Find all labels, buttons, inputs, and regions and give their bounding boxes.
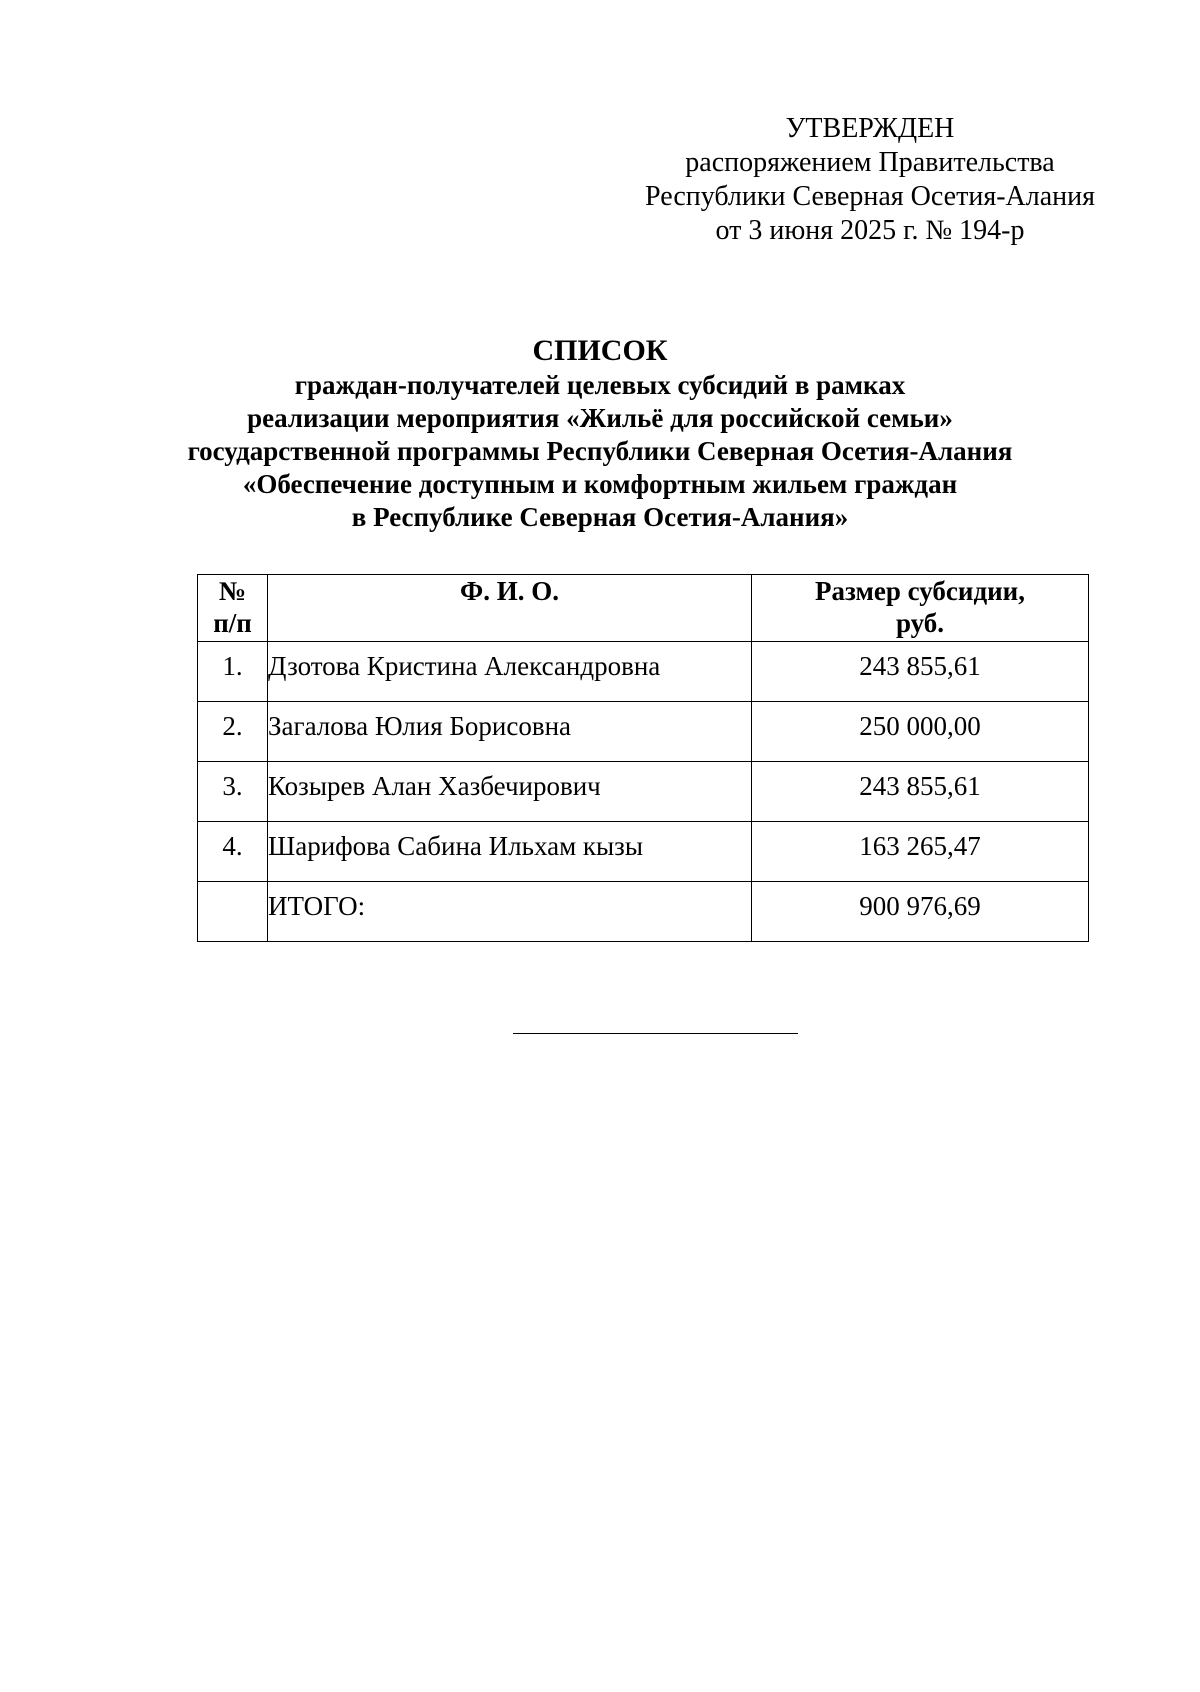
row-number: 3. [198, 762, 268, 822]
row-amount: 243 855,61 [752, 762, 1089, 822]
document-title: СПИСОК [532, 334, 668, 367]
approval-title: УТВЕРЖДЕН [785, 113, 955, 144]
header-number-label: п/п [213, 608, 252, 638]
header-number-sign: № [218, 576, 247, 606]
approval-authority: распоряжением Правительства [685, 147, 1055, 178]
row-amount: 163 265,47 [752, 822, 1089, 882]
table-row [198, 702, 1089, 762]
end-divider [513, 1033, 798, 1034]
heading-line: граждан-получателей целевых субсидий в рамках [294, 370, 906, 400]
document-heading [0, 333, 1200, 534]
row-number: 2. [198, 702, 268, 762]
row-full-name: Загалова Юлия Борисовна [268, 702, 752, 762]
heading-line: в Республике Северная Осетия-Алания» [351, 502, 849, 532]
table-row [198, 762, 1089, 822]
row-number: 1. [198, 642, 268, 702]
row-number: 4. [198, 822, 268, 882]
total-amount: 900 976,69 [752, 882, 1089, 942]
header-full-name-label: Ф. И. О. [460, 576, 559, 606]
row-amount: 250 000,00 [752, 702, 1089, 762]
approval-date-number: от 3 июня 2025 г. № 194-р [715, 215, 1025, 246]
heading-line: реализации мероприятия «Жильё для российской семьи» [247, 403, 953, 433]
header-full-name [268, 575, 752, 642]
approval-region: Республики Северная Осетия-Алания [645, 181, 1095, 212]
header-amount-unit: руб. [895, 608, 945, 638]
heading-line: «Обеспечение доступным и комфортным жильем граждан [242, 469, 958, 499]
approval-stamp [600, 112, 1140, 248]
row-full-name: Козырев Алан Хазбечирович [268, 762, 752, 822]
row-full-name: Дзотова Кристина Александровна [268, 642, 752, 702]
header-number [198, 575, 268, 642]
total-row [198, 882, 1089, 942]
recipients-table [197, 574, 1089, 942]
header-subsidy-amount [752, 575, 1089, 642]
header-amount-label: Размер субсидии, [815, 576, 1025, 606]
heading-line: государственной программы Республики Северная Осетия-Алания [187, 436, 1013, 466]
total-label: ИТОГО: [268, 882, 752, 942]
row-amount: 243 855,61 [752, 642, 1089, 702]
row-full-name: Шарифова Сабина Ильхам кызы [268, 822, 752, 882]
table-header-row [198, 575, 1089, 642]
total-number [198, 882, 268, 942]
table-row [198, 822, 1089, 882]
table-row [198, 642, 1089, 702]
